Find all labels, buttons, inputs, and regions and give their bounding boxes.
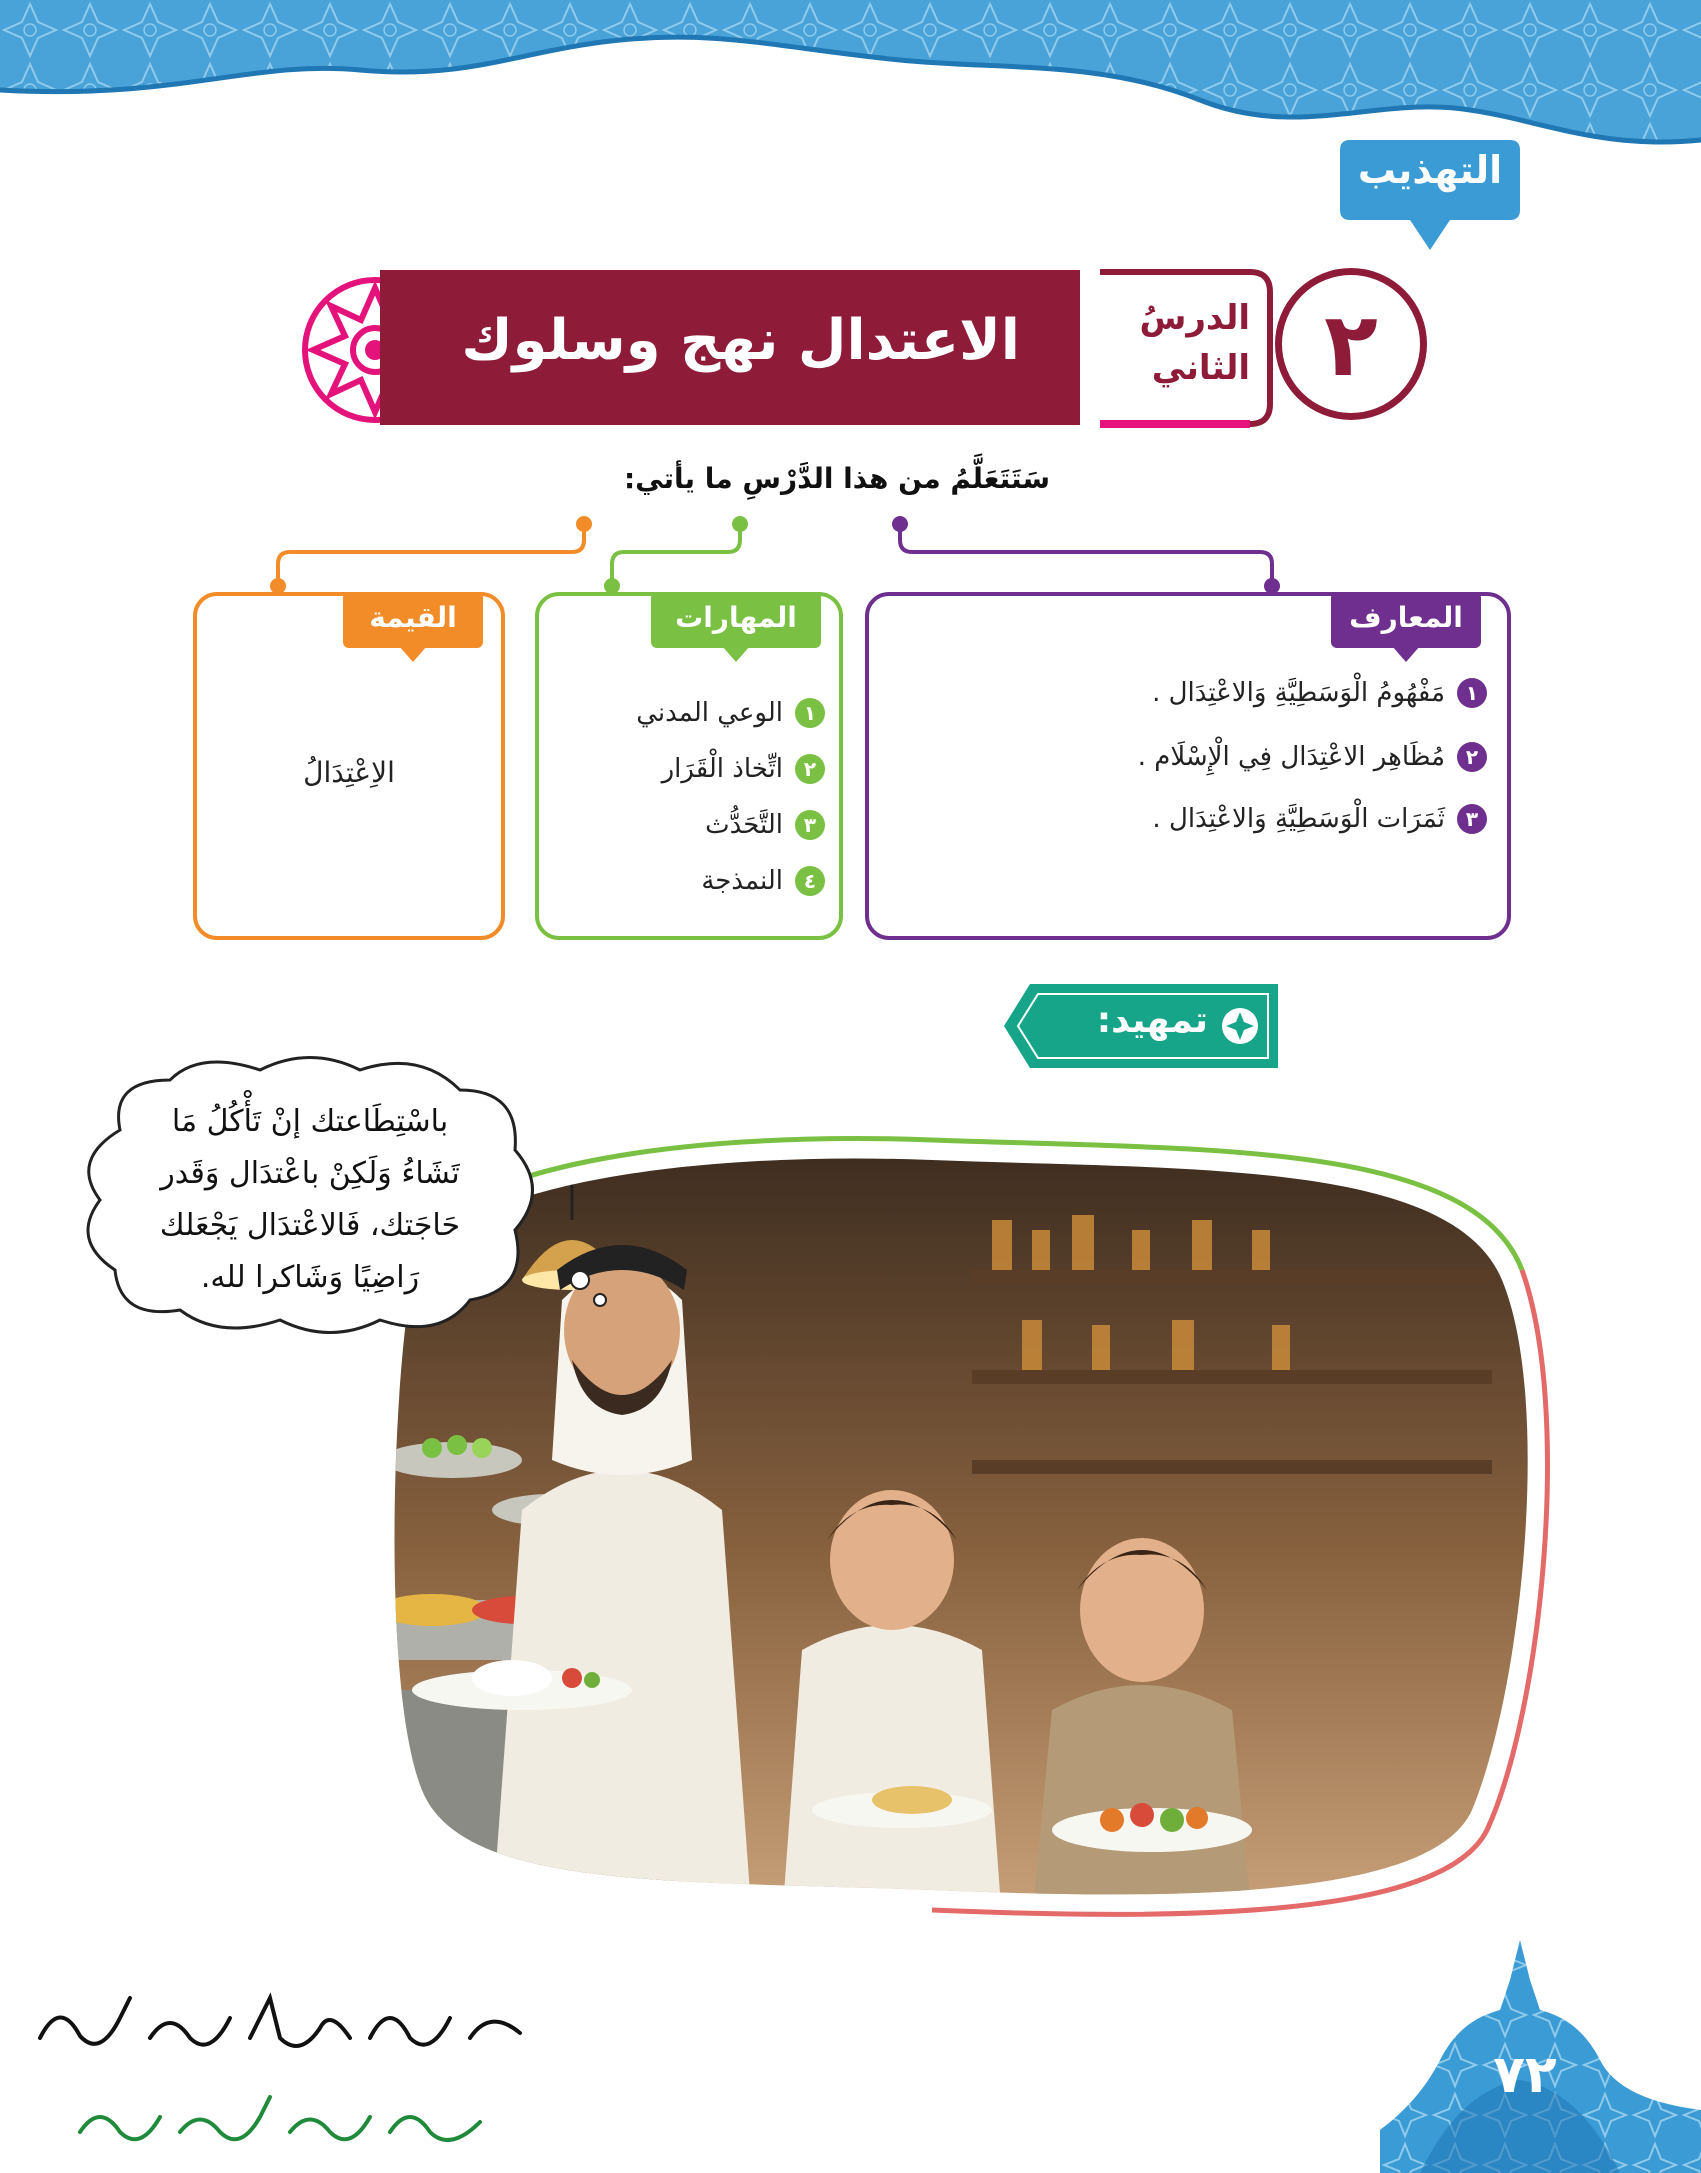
list-item: [1138, 742, 1487, 772]
knowledge-card: [865, 592, 1511, 940]
value-text: الاِعْتِدَالُ: [303, 756, 395, 789]
knowledge-card-title: المعارف: [1331, 592, 1481, 648]
list-item: [662, 754, 825, 784]
item-number-badge: ١: [1457, 678, 1487, 708]
item-number-badge: ٣: [795, 810, 825, 840]
page-number: ٧٢: [1493, 2045, 1557, 2105]
list-item: [1152, 678, 1487, 708]
item-number-badge: ٣: [1457, 804, 1487, 834]
handwritten-signature-line2: [70, 2082, 490, 2162]
speech-line: حَاجَتك، فَالاعْتدَال يَجْعَلك: [159, 1208, 461, 1243]
list-item-text: اتِّخاذ الْقَرَار: [661, 754, 783, 784]
value-card: [193, 592, 505, 940]
item-number-badge: ٢: [795, 754, 825, 784]
list-item-text: مَفْهُومُ الْوَسَطِيَّةِ وَالاعْتِدَال .: [1152, 678, 1445, 708]
lesson-label-line2: الثاني: [1151, 348, 1250, 388]
intro-section-label: تمهيد:: [1096, 1000, 1208, 1041]
list-item: [636, 698, 825, 728]
speech-line: باسْتِطَاعتك إنْ تَأْكُلُ مَا: [171, 1104, 449, 1139]
skills-card: [535, 592, 843, 940]
restaurant-illustration: [372, 1130, 1552, 1920]
speech-line: تَشَاءُ وَلَكِنْ باعْتدَال وَقَدر: [160, 1156, 460, 1191]
item-number-badge: ١: [795, 698, 825, 728]
item-number-badge: ٢: [1457, 742, 1487, 772]
list-item-text: النمذجة: [701, 866, 783, 896]
lesson-label-line1: الدرسُ: [1139, 298, 1250, 338]
list-item: [1152, 804, 1487, 834]
lesson-title: الاعتدال نهج وسلوك: [461, 308, 1020, 373]
handwritten-signature-line1: [30, 1978, 530, 2068]
intro-section-tag: [1000, 978, 1284, 1074]
list-item-text: الوعي المدني: [636, 698, 783, 728]
lesson-number: ٢: [1324, 293, 1378, 396]
thought-bubble-text: [130, 1096, 490, 1304]
intro-text: سَتَتَعَلَّمُ من هذا الدَّرْسِ ما يأتي:: [623, 462, 1050, 495]
subject-title: التهذيب: [1357, 148, 1503, 192]
lesson-number-badge: [1275, 268, 1427, 420]
list-item-text: ثَمَرَات الْوَسَطِيَّةِ وَالاعْتِدَال .: [1152, 804, 1445, 834]
speech-line: رَاضِيًا وَشَاكرا لله.: [200, 1260, 420, 1295]
lesson-title-banner: [380, 270, 1080, 425]
subject-tab: [1340, 140, 1520, 260]
list-item: [701, 866, 825, 896]
list-item: [705, 810, 825, 840]
value-card-title: القيمة: [343, 592, 483, 648]
lesson-label: [1100, 268, 1270, 428]
list-item-text: مُظَاهِر الاعْتِدَال فِي الْإِسْلَام .: [1137, 742, 1445, 772]
list-item-text: التَّحَدُّث: [705, 810, 783, 840]
item-number-badge: ٤: [795, 866, 825, 896]
skills-card-title: المهارات: [651, 592, 821, 648]
